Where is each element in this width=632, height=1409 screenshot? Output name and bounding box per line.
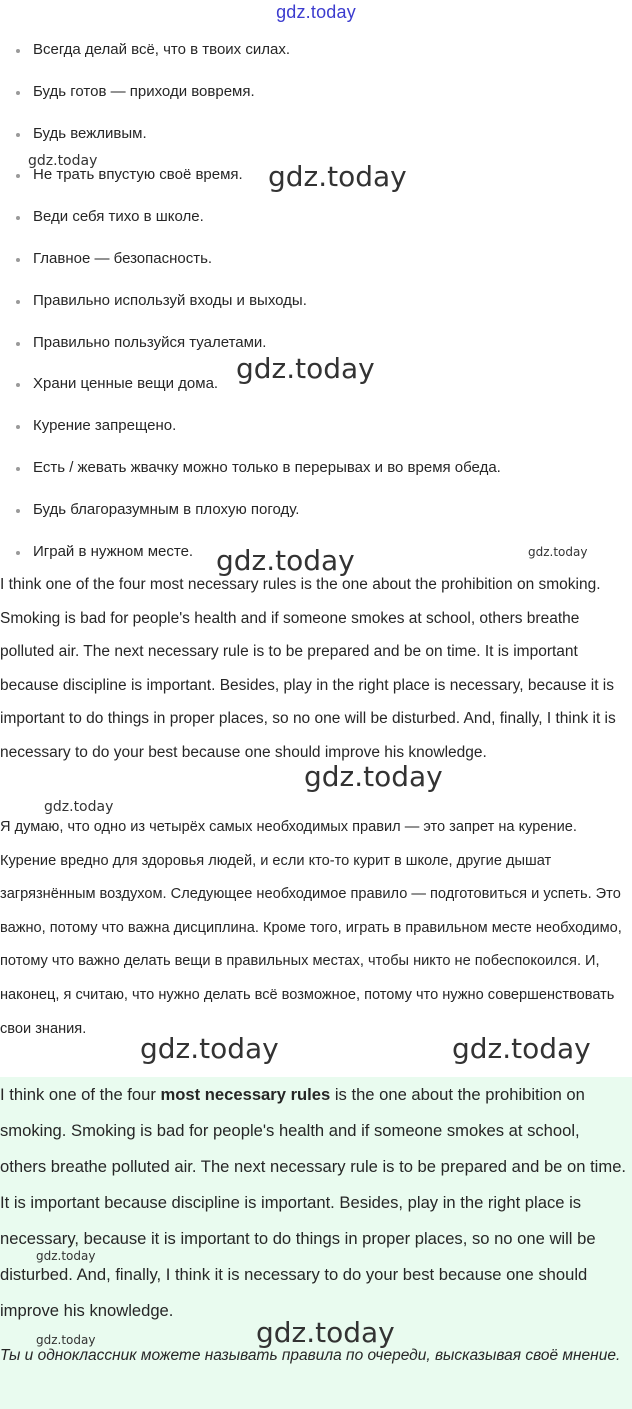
answer-highlight: most necessary rules — [160, 1085, 331, 1104]
task-instruction: Ты и одноклассник можете называть правила по очереди, высказывая своё мнение. — [0, 1347, 621, 1364]
bullet-icon — [16, 216, 20, 220]
paragraph-english: I think one of the four most necessary rules is the one about the prohibition on smoking. Smoking is bad for people's health and if someone smokes at school, others breathe polluted air. The next necessary rule is to be prepared and be on time. It is important because discipline is important. Besides, play in the right place is necessary, because it is important to do things in proper places, so no one will be disturbed. And, finally, I think it is necessary to do your best because one should improve his knowledge. — [0, 576, 616, 761]
list-item — [0, 410, 632, 452]
top-watermark: gdz.today — [276, 2, 356, 22]
list-item-text: Будь благоразумным в плохую погоду. — [33, 500, 300, 518]
watermark-small: gdz.today — [44, 799, 114, 815]
bullet-icon — [16, 551, 20, 555]
list-item-text: Будь вежливым. — [33, 124, 147, 142]
list-item — [0, 34, 632, 76]
watermark-small: gdz.today — [28, 153, 98, 169]
list-item-text: Главное — безопасность. — [33, 249, 213, 267]
bullet-icon — [16, 342, 20, 346]
list-item-text: Всегда делай всё, что в твоих силах. — [33, 41, 290, 58]
list-item — [0, 368, 632, 410]
watermark-large: gdz.today — [304, 760, 443, 793]
list-item-text: Правильно пользуйся туалетами. — [33, 333, 267, 351]
answer-text-start: I think one of the four — [0, 1085, 161, 1104]
watermark-large: gdz.today — [268, 160, 407, 193]
rules-list — [0, 34, 632, 577]
list-item-text: Веди себя тихо в школе. — [33, 208, 204, 226]
bullet-icon — [16, 425, 20, 429]
watermark-large: gdz.today — [256, 1316, 395, 1349]
list-item-text: Будь готов — приходи вовремя. — [33, 82, 255, 100]
paragraph-russian: Я думаю, что одно из четырёх самых необходимых правил — это запрет на курение. Курение вредно для здоровья людей, и если кто-то курит в школе, другие дышат загрязнённым воздухом. Следующее необходимое правило — подготовиться и успеть. Это важно, потому что важна дисциплина. Кроме того, играть в правильном месте необходимо, потому что важно делать вещи в правильных местах, чтобы никто не побеспокоился. И, наконец, я считаю, что нужно делать всё возможное, потому что нужно совершенствовать свои знания. — [0, 819, 622, 1037]
list-item — [0, 452, 632, 494]
bullet-icon — [16, 509, 20, 513]
bullet-icon — [16, 467, 20, 471]
list-item-text: Не трать впустую своё время. — [33, 166, 243, 184]
list-item-text: Есть / жевать жвачку можно только в перерывах и во время обеда. — [33, 458, 501, 476]
list-item-text: Курение запрещено. — [33, 417, 177, 435]
list-item-text: Правильно используй входы и выходы. — [33, 291, 307, 309]
answer-paragraph — [0, 1077, 628, 1329]
list-item — [0, 494, 632, 536]
list-item — [0, 118, 632, 160]
bullet-icon — [16, 49, 20, 53]
bullet-icon — [16, 300, 20, 304]
bullet-icon — [16, 383, 20, 387]
list-item — [0, 76, 632, 118]
bullet-icon — [16, 258, 20, 262]
answer-text-end: is the one about the prohibition on smoking. Smoking is bad for people's health and if someone smokes at school, others breathe polluted air. The next necessary rule is to be prepared and be on time. It is important because discipline is important. Besides, play in the right place is necessary, because it is important to do things in proper places, so no one will be disturbed. And, finally, I think it is necessary to do your best because one should improve his knowledge. — [0, 1085, 627, 1320]
bullet-icon — [16, 174, 20, 178]
list-item — [0, 159, 632, 201]
answer-box — [0, 1077, 632, 1409]
list-item-text: Храни ценные вещи дома. — [33, 375, 219, 393]
watermark-large: gdz.today — [236, 352, 375, 385]
watermark-tiny: gdz.today — [528, 545, 588, 559]
list-item — [0, 327, 632, 369]
bullet-icon — [16, 133, 20, 137]
watermark-large: gdz.today — [452, 1032, 591, 1065]
watermark-tiny: gdz.today — [36, 1333, 96, 1347]
watermark-large: gdz.today — [216, 544, 355, 577]
list-item-text: Играй в нужном месте. — [33, 542, 194, 560]
watermark-tiny: gdz.today — [36, 1249, 96, 1263]
watermark-large: gdz.today — [140, 1032, 279, 1065]
list-item — [0, 285, 632, 327]
list-item — [0, 201, 632, 243]
bullet-icon — [16, 91, 20, 95]
list-item — [0, 243, 632, 285]
